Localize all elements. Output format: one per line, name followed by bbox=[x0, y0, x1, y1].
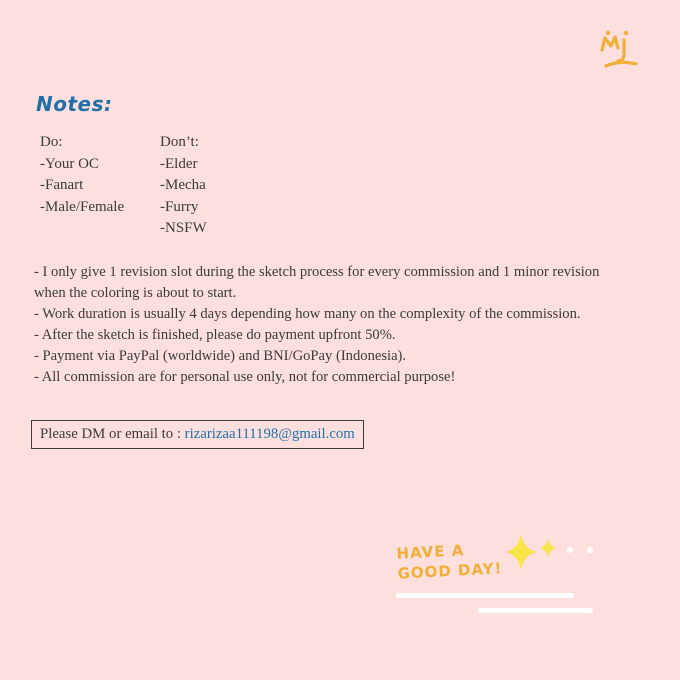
do-list bbox=[40, 132, 124, 218]
rule-item: - I only give 1 revision slot during the sketch process for every commission and 1 minor revision when the coloring is about to start. bbox=[34, 264, 600, 301]
dont-item: -Elder bbox=[160, 155, 198, 172]
sticker-line-2: GOOD DAY! bbox=[397, 559, 503, 583]
sticker-line-1: HAVE A bbox=[396, 541, 465, 563]
sticker-decoration bbox=[380, 528, 610, 628]
contact-label: Please DM or email to : bbox=[40, 426, 185, 442]
dont-item: -NSFW bbox=[160, 220, 207, 236]
rule-item: - All commission are for personal use only, not for commercial purpose! bbox=[34, 369, 456, 385]
dont-item: -Furry bbox=[160, 198, 199, 215]
crown-logo-icon bbox=[596, 28, 644, 72]
sparkle-icon bbox=[505, 533, 556, 571]
do-item: -Your OC bbox=[40, 155, 99, 172]
dont-item: -Mecha bbox=[160, 177, 206, 193]
rule-item: - Payment via PayPal (worldwide) and BNI/GoPay (Indonesia). bbox=[34, 348, 407, 364]
commission-rules bbox=[34, 262, 634, 388]
do-item: -Male/Female bbox=[40, 198, 125, 215]
rule-item: - After the sketch is finished, please do payment upfront 50%. bbox=[34, 327, 396, 343]
contact-box bbox=[31, 420, 364, 449]
dont-heading: Don’t: bbox=[160, 134, 199, 150]
do-heading: Do: bbox=[40, 134, 63, 150]
page-title: Notes: bbox=[36, 92, 113, 116]
rule-item: - Work duration is usually 4 days depending how many on the complexity of the commission. bbox=[34, 306, 581, 322]
dont-list bbox=[160, 132, 207, 240]
contact-email-link[interactable]: rizarizaa111198@gmail.com bbox=[184, 426, 355, 442]
do-item: -Fanart bbox=[40, 177, 84, 193]
